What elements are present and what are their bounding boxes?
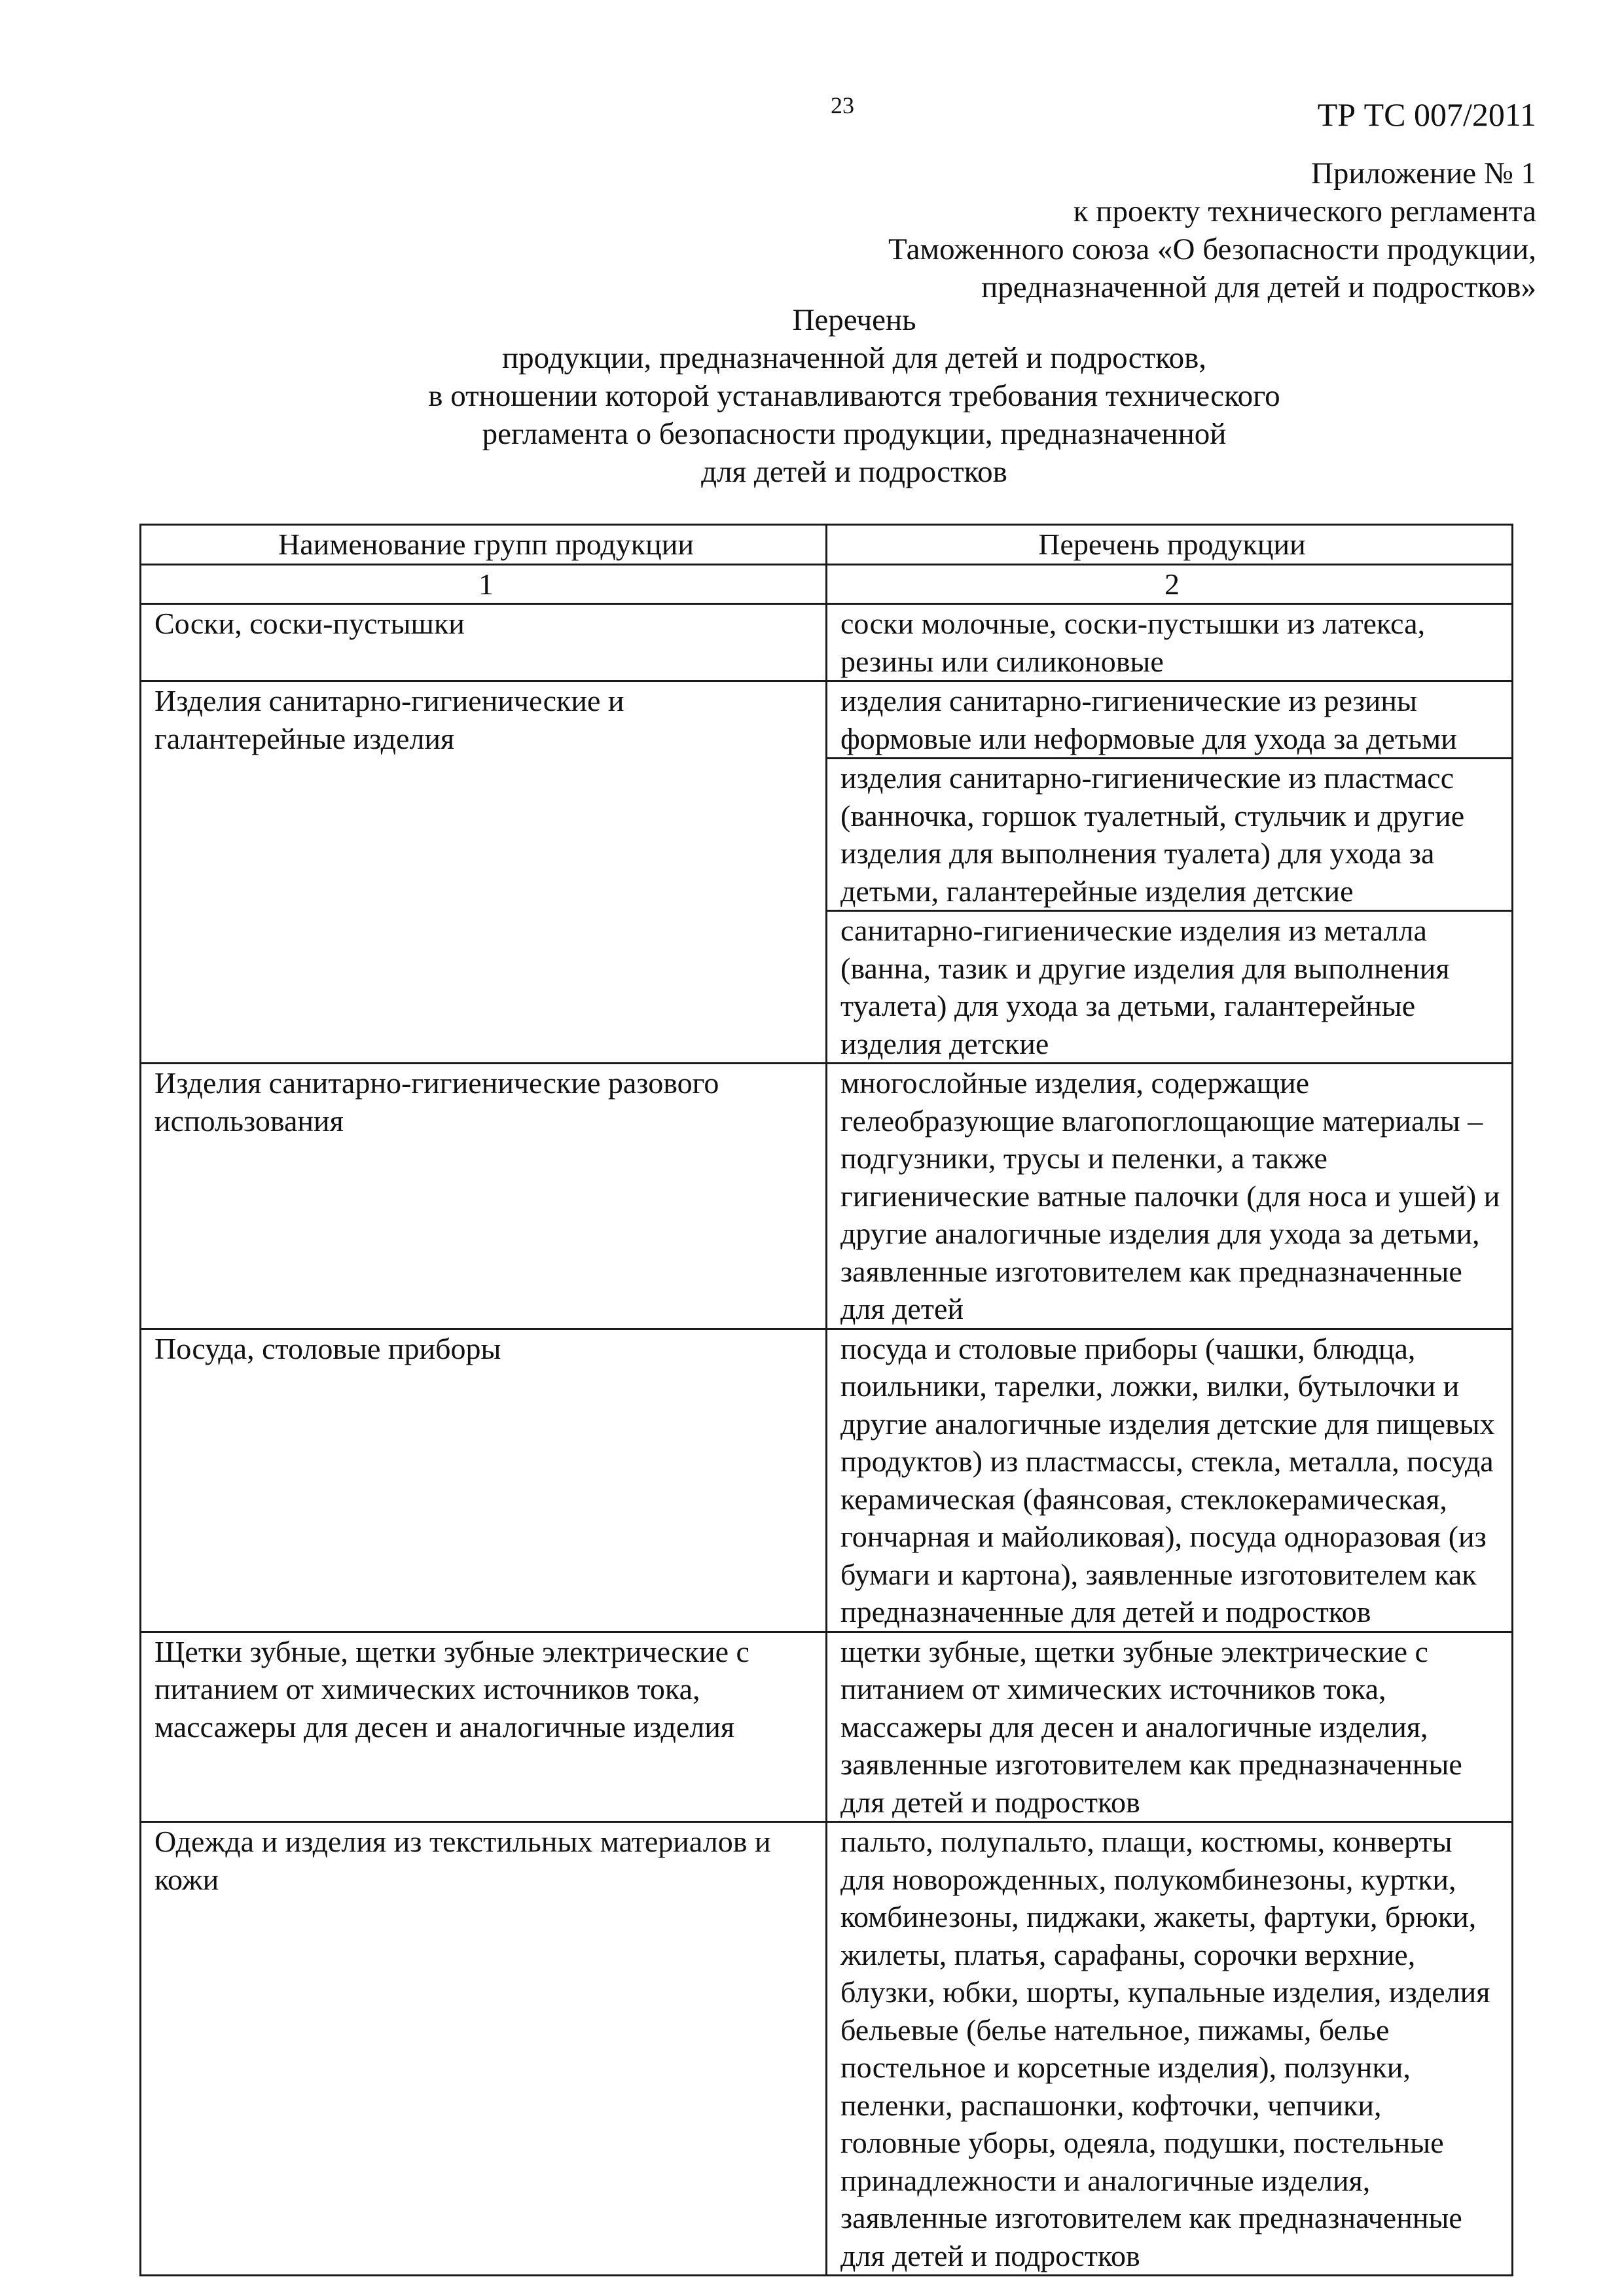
table-row bbox=[141, 1822, 1513, 2276]
group-cell: Соски, соски-пустышки bbox=[141, 604, 827, 681]
product-cell: соски молочные, соски-пустышки из латекса, резины или силиконовые bbox=[827, 604, 1513, 681]
table-row bbox=[141, 1632, 1513, 1822]
title-line: для детей и подростков bbox=[701, 455, 1007, 489]
group-cell: Изделия санитарно-гигиенические и галантерейные изделия bbox=[141, 681, 827, 1064]
product-cell: изделия санитарно-гигиенические из резины формовые или неформовые для ухода за детьми bbox=[827, 681, 1513, 759]
product-cell: посуда и столовые приборы (чашки, блюдца, поильники, тарелки, ложки, вилки, бутылочки и другие аналогичные изделия детские для пищевых продуктов) из пластмассы, стекла, металла, посуда керамическая (фаянсовая, стеклокерамическая, гончарная и майоликовая), посуда одноразовая (из бумаги и картона), заявленные изготовителем как предназначенные для детей и подростков bbox=[827, 1329, 1513, 1632]
header-group-name: Наименование групп продукции bbox=[141, 525, 827, 565]
group-cell: Изделия санитарно-гигиенические разового использования bbox=[141, 1064, 827, 1329]
column-number: 2 bbox=[827, 564, 1513, 604]
table-row bbox=[141, 681, 1513, 759]
title-line: продукции, предназначенной для детей и подростков, bbox=[501, 341, 1207, 375]
column-number-row bbox=[141, 564, 1513, 604]
table-row bbox=[141, 1064, 1513, 1329]
page-number: 23 bbox=[831, 92, 854, 118]
group-cell: Щетки зубные, щетки зубные электрические с питанием от химических источников тока, массажеры для десен и аналогичные изделия bbox=[141, 1632, 827, 1822]
title-line: в отношении которой устанавливаются требования технического bbox=[428, 379, 1280, 413]
header-product-list: Перечень продукции bbox=[827, 525, 1513, 565]
appendix-line: Таможенного союза «О безопасности продукции, bbox=[888, 232, 1536, 266]
product-cell: изделия санитарно-гигиенические из пластмасс (ванночка, горшок туалетный, стульчик и другие изделия для выполнения туалета) для ухода за детьми, галантерейные изделия детские bbox=[827, 759, 1513, 911]
appendix-reference bbox=[888, 154, 1536, 306]
appendix-line: Приложение № 1 bbox=[1310, 156, 1536, 190]
product-cell: санитарно-гигиенические изделия из металла (ванна, тазик и другие изделия для выполнения туалета) для ухода за детьми, галантерейные изделия детские bbox=[827, 911, 1513, 1064]
document-code: ТР ТС 007/2011 bbox=[1317, 96, 1536, 133]
table-row bbox=[141, 1329, 1513, 1632]
title-heading: Перечень bbox=[792, 303, 916, 337]
column-number: 1 bbox=[141, 564, 827, 604]
title-line: регламента о безопасности продукции, предназначенной bbox=[482, 417, 1227, 451]
table-header-row bbox=[141, 525, 1513, 565]
product-cell: многослойные изделия, содержащие гелеобразующие влагопоглощающие материалы – подгузники, трусы и пеленки, а также гигиенические ватные палочки (для носа и ушей) и другие аналогичные изделия для ухода за детьми, заявленные изготовителем как предназначенные для детей bbox=[827, 1064, 1513, 1329]
product-list-table bbox=[139, 524, 1513, 2276]
product-cell: пальто, полупальто, плащи, костюмы, конверты для новорожденных, полукомбинезоны, куртки, комбинезоны, пиджаки, жакеты, фартуки, брюки, жилеты, платья, сарафаны, сорочки верхние, блузки, юбки, шорты, купальные изделия, изделия бельевые (белье нательное, пижамы, белье постельное и корсетные изделия), ползунки, пеленки, распашонки, кофточки, чепчики, головные уборы, одеяла, подушки, постельные принадлежности и аналогичные изделия, заявленные изготовителем как предназначенные для детей и подростков bbox=[827, 1822, 1513, 2276]
appendix-line: к проекту технического регламента bbox=[1073, 194, 1536, 228]
appendix-line: предназначенной для детей и подростков» bbox=[981, 270, 1536, 304]
group-cell: Одежда и изделия из текстильных материалов и кожи bbox=[141, 1822, 827, 2276]
list-title bbox=[0, 301, 1624, 491]
product-cell: щетки зубные, щетки зубные электрические с питанием от химических источников тока, массажеры для десен и аналогичные изделия, заявленные изготовителем как предназначенные для детей и подростков bbox=[827, 1632, 1513, 1822]
group-cell: Посуда, столовые приборы bbox=[141, 1329, 827, 1632]
table-row bbox=[141, 604, 1513, 681]
